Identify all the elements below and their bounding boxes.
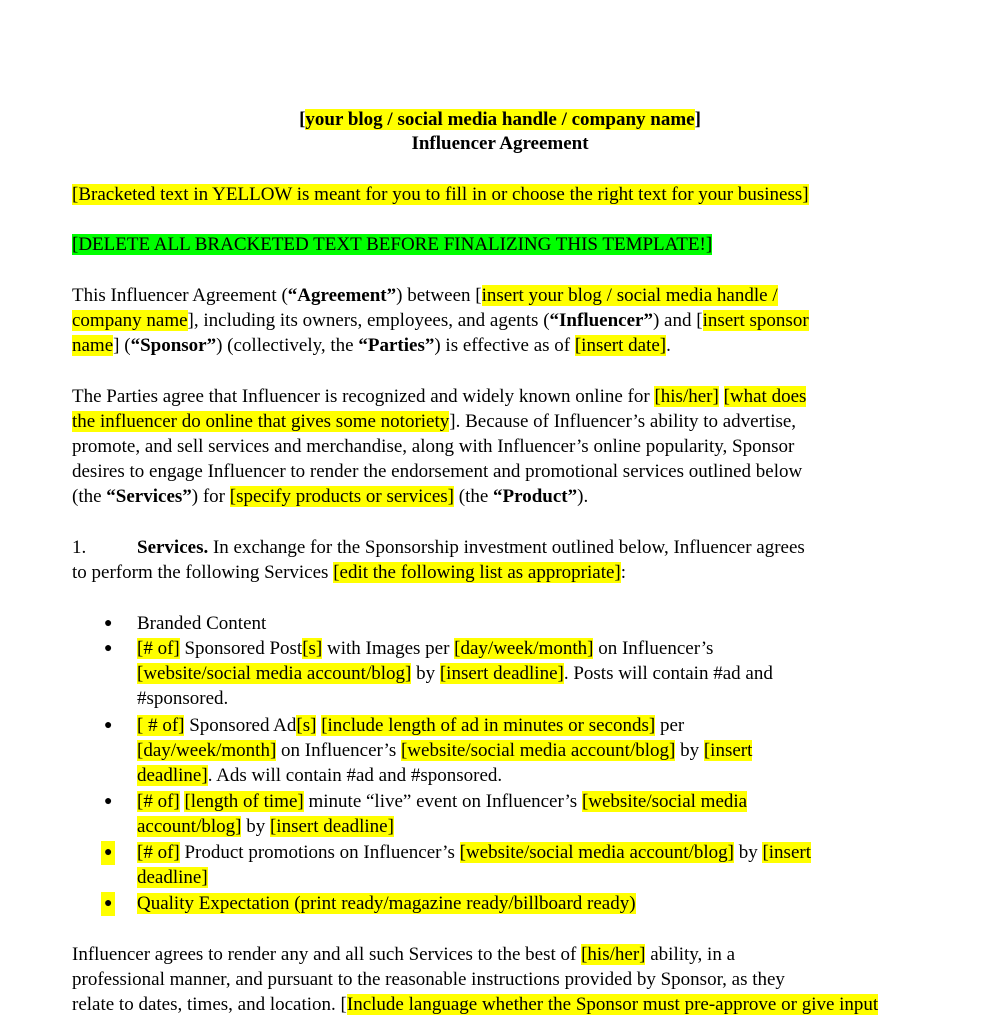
para3-line2: professional manner, and pursuant to the reasonable instructions provided by Sponsor, as they [72,969,785,990]
para1-line3: name] (“Sponsor”) (collectively, the “Parties”) is effective as of [insert date]. [72,335,671,356]
para3-line1: Influencer agrees to render any and all such Services to the best of [his/her] ability, in a [72,944,736,965]
section1-line1: Services. In exchange for the Sponsorship investment outlined below, Influencer agrees [137,537,805,558]
section1-number: 1. [72,537,87,558]
green-delete-note: [DELETE ALL BRACKETED TEXT BEFORE FINALIZING THIS TEMPLATE!] [72,234,713,255]
company-placeholder: your blog / social media handle / company name [305,109,695,130]
document-title: Influencer Agreement [411,133,589,154]
bullet-4-line1: [# of] [length of time] minute “live” event on Influencer’s [website/social media [137,791,748,812]
bullet-4-line2: account/blog] by [insert deadline] [137,816,394,837]
company-name-header: [your blog / social media handle / company name] [299,109,701,130]
bullet-2-line3: #sponsored. [137,688,229,709]
bullet-marker-highlighted: ● [101,841,115,865]
para2-line4: desires to engage Influencer to render the endorsement and promotional services outlined below [72,461,803,482]
bullet-marker: ● [104,616,113,631]
bullet-2-line1: [# of] Sponsored Post[s] with Images per [day/week/month] on Influencer’s [137,638,714,659]
bullet-3-line1: [ # of] Sponsored Ad[s] [include length of ad in minutes or seconds] per [137,715,685,736]
bullet-3-line2: [day/week/month] on Influencer’s [website/social media account/blog] by [insert [137,740,753,761]
bullet-6: Quality Expectation (print ready/magazine ready/billboard ready) [137,893,636,914]
bullet-marker: ● [104,718,113,733]
para1-line1: This Influencer Agreement (“Agreement”) between [insert your blog / social media handle / [72,285,778,306]
bullet-5-line2: deadline] [137,867,208,888]
para3-line3: relate to dates, times, and location. [Include language whether the Sponsor must pre-approve or give input [72,994,879,1015]
para1-line2: company name], including its owners, employees, and agents (“Influencer”) and [insert sponsor [72,310,809,331]
bullet-1: Branded Content [137,613,267,634]
bullet-5-line1: [# of] Product promotions on Influencer’s [website/social media account/blog] by [insert [137,842,811,863]
section1-line2: to perform the following Services [edit the following list as appropriate]: [72,562,627,583]
para2-line1: The Parties agree that Influencer is recognized and widely known online for [his/her] [what does [72,386,807,407]
bullet-3-line3: deadline]. Ads will contain #ad and #sponsored. [137,765,503,786]
para2-line3: promote, and sell services and merchandise, along with Influencer’s online popularity, Sponsor [72,436,795,457]
bullet-marker-highlighted: ● [101,892,115,916]
para2-line2: the influencer do online that gives some notoriety]. Because of Influencer’s ability to advertise, [72,411,797,432]
bullet-marker: ● [104,641,113,656]
para2-line5: (the “Services”) for [specify products or services] (the “Product”). [72,486,589,507]
yellow-instruction-note: [Bracketed text in YELLOW is meant for you to fill in or choose the right text for your business] [72,184,809,205]
bullet-marker: ● [104,794,113,809]
bullet-2-line2: [website/social media account/blog] by [insert deadline]. Posts will contain #ad and [137,663,773,684]
